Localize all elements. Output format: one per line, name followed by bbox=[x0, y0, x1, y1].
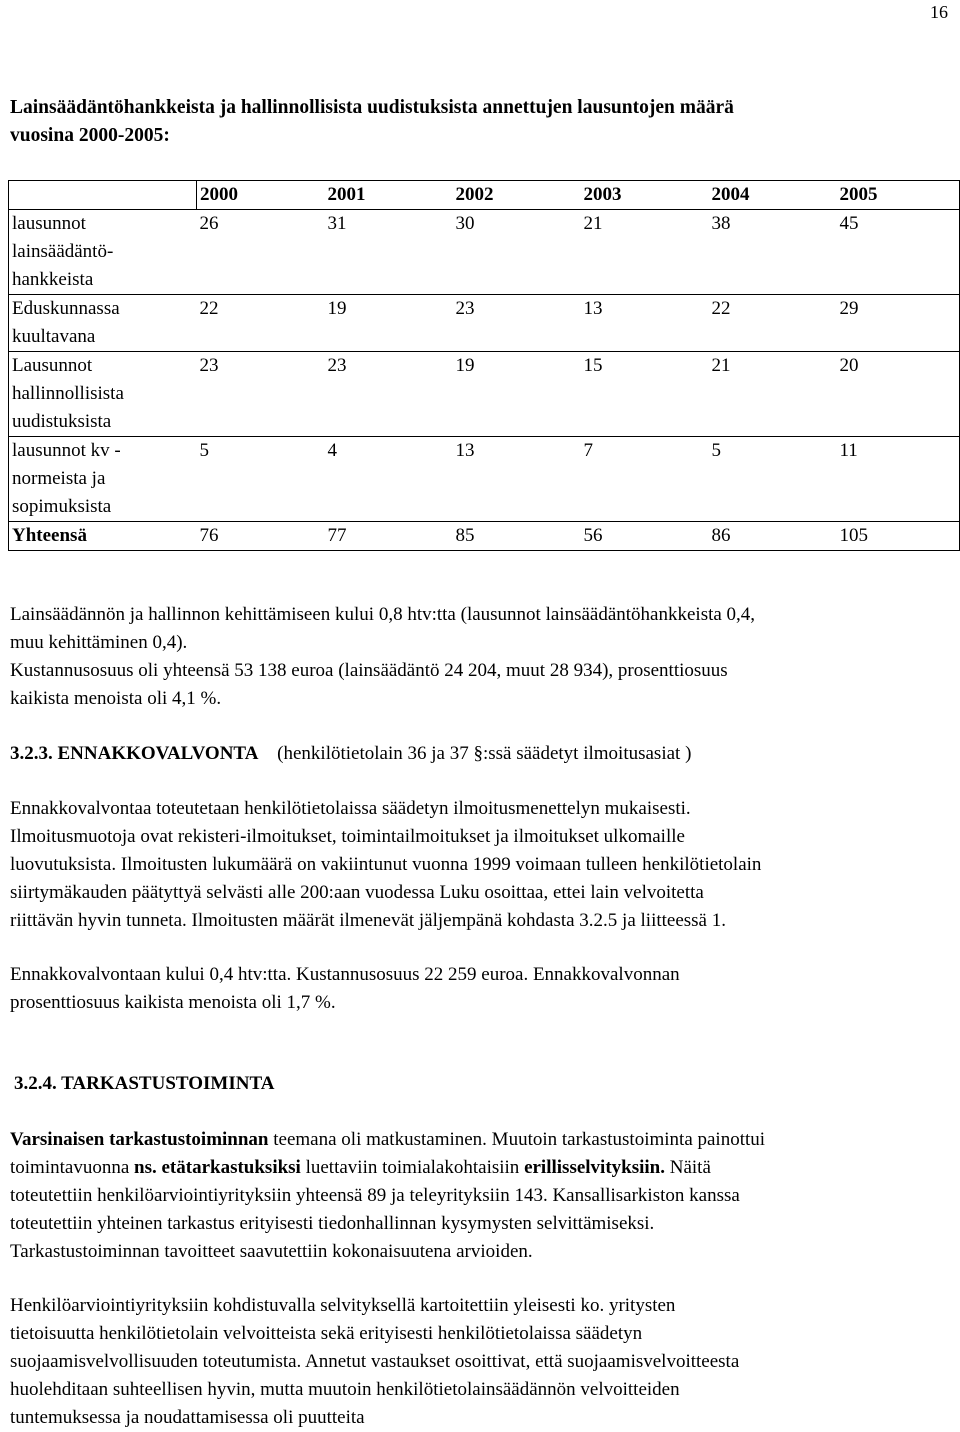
heading-line: vuosina 2000-2005: bbox=[10, 125, 170, 146]
year-header: 2000 bbox=[197, 181, 325, 210]
heading-line: Lainsäädäntöhankkeista ja hallinnollisista uudistuksista annettujen lausuntojen määrä bbox=[10, 97, 734, 118]
total-cell: 105 bbox=[837, 522, 960, 551]
text-line: Ennakkovalvontaan kului 0,4 htv:tta. Kustannusosuus 22 259 euroa. Ennakkovalvonnan bbox=[10, 964, 680, 985]
total-cell: 77 bbox=[325, 522, 453, 551]
text-line: kaikista menoista oli 4,1 %. bbox=[10, 688, 222, 709]
page-number: 16 bbox=[930, 2, 948, 22]
table-cell: 29 bbox=[837, 295, 960, 352]
table-row bbox=[9, 295, 960, 352]
section-subtitle: (henkilötietolain 36 ja 37 §:ssä säädetyt ilmoitusasiat ) bbox=[277, 743, 692, 764]
table-cell: 21 bbox=[709, 352, 837, 437]
row-label: lausunnot kv - normeista ja sopimuksista bbox=[9, 437, 197, 522]
paragraph-development bbox=[10, 601, 945, 713]
table-cell: 22 bbox=[197, 295, 325, 352]
text-line: toimintavuonna ns. etätarkastuksiksi luettaviin toimialakohtaisiin erillisselvityksiin. Näitä bbox=[10, 1157, 711, 1178]
section-heading-3-2-4 bbox=[14, 1070, 949, 1098]
text-line: huolehditaan suhteellisen hyvin, mutta muutoin henkilötietolainsäädännön velvoitteiden bbox=[10, 1379, 680, 1400]
table-cell: 7 bbox=[581, 437, 709, 522]
header-empty-cell bbox=[9, 181, 197, 210]
table-cell: 22 bbox=[709, 295, 837, 352]
text-line: Lainsäädännön ja hallinnon kehittämiseen kului 0,8 htv:tta (lausunnot lainsäädäntöhankkeista 0,4, bbox=[10, 604, 756, 625]
table-cell: 5 bbox=[709, 437, 837, 522]
text-line: Varsinaisen tarkastustoiminnan teemana oli matkustaminen. Muutoin tarkastustoiminta painottui bbox=[10, 1129, 766, 1150]
table-row bbox=[9, 210, 960, 295]
total-cell: 76 bbox=[197, 522, 325, 551]
text-line: tietoisuutta henkilötietolain velvoitteista sekä erityisesti henkilötietolaissa säädetyn bbox=[10, 1323, 643, 1344]
table-cell: 26 bbox=[197, 210, 325, 295]
year-header: 2002 bbox=[453, 181, 581, 210]
table-cell: 13 bbox=[581, 295, 709, 352]
text-line: toteutettiin henkilöarviointiyrityksiin yhteensä 89 ja teleyrityksiin 143. Kansallisarkiston kanssa bbox=[10, 1185, 740, 1206]
text-line: siirtymäkauden päätyttyä selvästi alle 200:aan vuodessa Luku osoittaa, ettei lain velvoitetta bbox=[10, 882, 704, 903]
table-cell: 31 bbox=[325, 210, 453, 295]
text-line: Ilmoitusmuotoja ovat rekisteri-ilmoitukset, toimintailmoitukset ja ilmoitukset ulkomaille bbox=[10, 826, 685, 847]
text-line: muu kehittäminen 0,4). bbox=[10, 632, 188, 653]
table-cell: 20 bbox=[837, 352, 960, 437]
text-line: Henkilöarviointiyrityksiin kohdistuvalla selvityksellä kartoitettiin yleisesti ko. yritysten bbox=[10, 1295, 676, 1316]
row-label: Eduskunnassa kuultavana bbox=[9, 295, 197, 352]
table-cell: 15 bbox=[581, 352, 709, 437]
table-cell: 13 bbox=[453, 437, 581, 522]
table-cell: 5 bbox=[197, 437, 325, 522]
text-line: Tarkastustoiminnan tavoitteet saavutettiin kokonaisuutena arvioiden. bbox=[10, 1241, 533, 1262]
table-cell: 4 bbox=[325, 437, 453, 522]
text-line: luovutuksista. Ilmoitusten lukumäärä on vakiintunut vuonna 1999 voimaan tulleen henkilötietolain bbox=[10, 854, 762, 875]
row-label: Lausunnot hallinnollisista uudistuksista bbox=[9, 352, 197, 437]
table-cell: 11 bbox=[837, 437, 960, 522]
table-heading bbox=[10, 94, 930, 150]
text-line: suojaamisvelvollisuuden toteutumista. Annetut vastaukset osoittivat, että suojaamisvelvoitteesta bbox=[10, 1351, 740, 1372]
text-line: riittävän hyvin tunneta. Ilmoitusten määrät ilmenevät jäljempänä kohdasta 3.2.5 ja liitteessä 1. bbox=[10, 910, 726, 931]
text-line: Ennakkovalvontaa toteutetaan henkilötietolaissa säädetyn ilmoitusmenettelyn mukaisesti. bbox=[10, 798, 691, 819]
table-cell: 45 bbox=[837, 210, 960, 295]
statements-table bbox=[8, 180, 960, 551]
total-cell: 56 bbox=[581, 522, 709, 551]
year-header: 2005 bbox=[837, 181, 960, 210]
section-title: 3.2.4. TARKASTUSTOIMINTA bbox=[14, 1073, 275, 1094]
table-cell: 21 bbox=[581, 210, 709, 295]
table-row bbox=[9, 352, 960, 437]
section-heading-3-2-3 bbox=[10, 740, 945, 768]
row-label: lausunnot lainsäädäntö- hankkeista bbox=[9, 210, 197, 295]
table-row bbox=[9, 437, 960, 522]
table-cell: 19 bbox=[325, 295, 453, 352]
year-header: 2004 bbox=[709, 181, 837, 210]
section-number: 3.2.3. bbox=[10, 743, 53, 764]
paragraph-prior-control-costs bbox=[10, 961, 945, 1017]
text-line: toteutettiin yhteinen tarkastus erityisesti tiedonhallinnan kysymysten selvittämiseksi. bbox=[10, 1213, 655, 1234]
year-header: 2003 bbox=[581, 181, 709, 210]
section-title: ENNAKKOVALVONTA bbox=[57, 743, 259, 764]
table-cell: 23 bbox=[197, 352, 325, 437]
paragraph-assessment-survey bbox=[10, 1292, 945, 1432]
table-cell: 23 bbox=[325, 352, 453, 437]
table-total-row bbox=[9, 522, 960, 551]
table-cell: 19 bbox=[453, 352, 581, 437]
table-header-row bbox=[9, 181, 960, 210]
paragraph-prior-control bbox=[10, 795, 945, 935]
text-line: Kustannusosuus oli yhteensä 53 138 euroa (lainsäädäntö 24 204, muut 28 934), prosenttiosuus bbox=[10, 660, 728, 681]
table-cell: 38 bbox=[709, 210, 837, 295]
total-cell: 86 bbox=[709, 522, 837, 551]
total-cell: 85 bbox=[453, 522, 581, 551]
table-cell: 30 bbox=[453, 210, 581, 295]
text-line: tuntemuksessa ja noudattamisessa oli puutteita bbox=[10, 1407, 365, 1428]
year-header: 2001 bbox=[325, 181, 453, 210]
total-label: Yhteensä bbox=[9, 522, 197, 551]
text-line: prosenttiosuus kaikista menoista oli 1,7 %. bbox=[10, 992, 336, 1013]
paragraph-inspections bbox=[10, 1126, 945, 1266]
table-cell: 23 bbox=[453, 295, 581, 352]
